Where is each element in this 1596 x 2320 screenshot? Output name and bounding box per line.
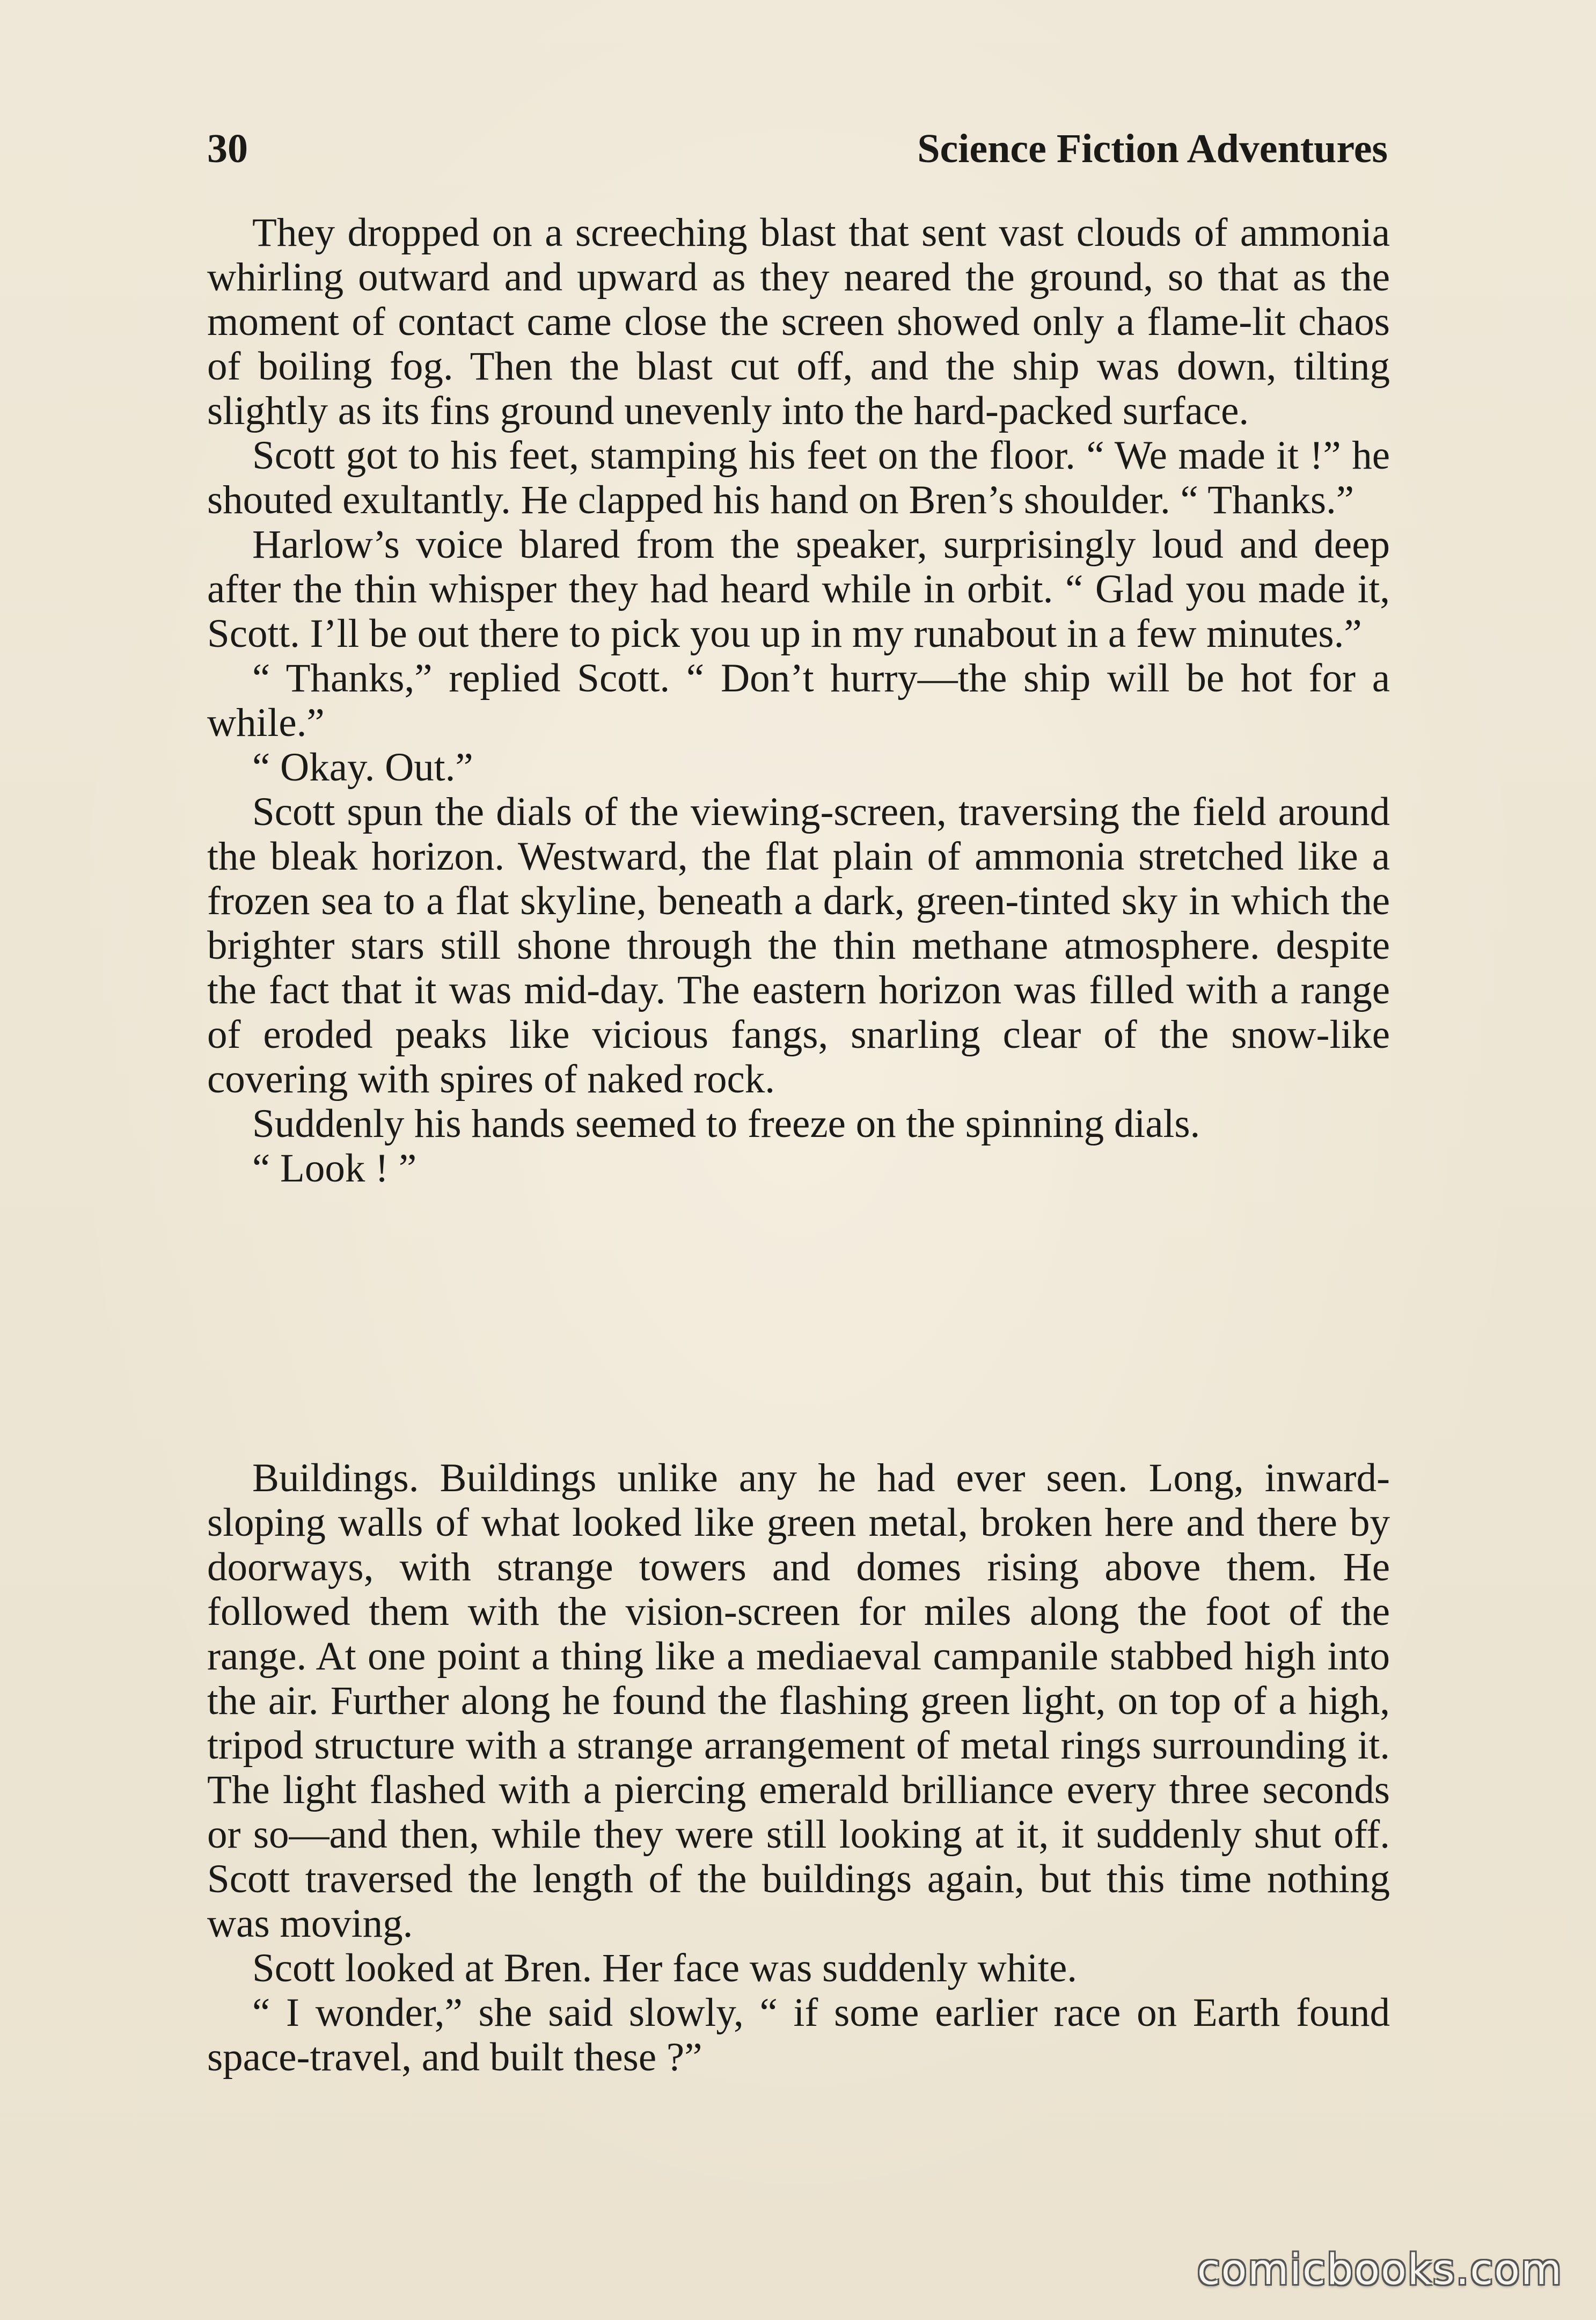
paragraph: Scott looked at Bren. Her face was suddenly white. bbox=[252, 1946, 1078, 1990]
paragraph: Scott got to his feet, stamping his feet on the floor. “ We made it !” he shouted exultantly. He clapped his hand on Bren’s shoulder. “ Thanks.” bbox=[207, 433, 1390, 522]
page-number: 30 bbox=[207, 126, 248, 171]
paragraph: They dropped on a screeching blast that sent vast clouds of ammonia whirling outward and upward as they neared the ground, so that as the moment of contact came close the screen showed only a flame-lit chaos of boiling fog. Then the blast cut off, and the ship was down, tilting slightly as its fins ground unevenly into the hard-packed surface. bbox=[207, 210, 1390, 433]
paragraph: “ Okay. Out.” bbox=[252, 745, 473, 790]
paragraph: “ Look ! ” bbox=[252, 1146, 417, 1191]
paragraph: Scott spun the dials of the viewing-screen, traversing the field around the bleak horizon. Westward, the flat plain of ammonia stretched like a frozen sea to a flat skyline, beneath a dark, green-tinted sky in which the brighter stars still shone through the thin methane atmosphere. despite the fact that it was mid-day. The eastern horizon was filled with a range of eroded peaks like vicious fangs, snarling clear of the snow-like covering with spires of naked rock. bbox=[207, 790, 1390, 1101]
paragraph: Buildings. Buildings unlike any he had ever seen. Long, inward-sloping walls of what looked like green metal, broken here and there by doorways, with strange towers and domes rising above them. He followed them with the vision-screen for miles along the foot of the range. At one point a thing like a mediaeval campanile stabbed high into the air. Further along he found the flashing green light, on top of a high, tripod structure with a strange arrangement of metal rings surrounding it. The light flashed with a piercing emerald brilliance every three seconds or so—and then, while they were still looking at it, it suddenly shut off. Scott traversed the length of the buildings again, but this time nothing was moving. bbox=[207, 1456, 1390, 1946]
paragraph: Harlow’s voice blared from the speaker, surprisingly loud and deep after the thin whisper they had heard while in orbit. “ Glad you made it, Scott. I’ll be out there to pick you up in my runabout in a few minutes.” bbox=[207, 522, 1390, 656]
paragraph: “ I wonder,” she said slowly, “ if some earlier race on Earth found space-travel, and built these ?” bbox=[207, 1990, 1390, 2080]
paragraph: “ Thanks,” replied Scott. “ Don’t hurry—the ship will be hot for a while.” bbox=[207, 656, 1390, 745]
watermark-logo: comicbooks.com bbox=[1197, 2246, 1563, 2294]
page-header bbox=[207, 119, 1388, 178]
text-block-after-break bbox=[207, 1456, 1390, 2080]
text-block-before-break bbox=[207, 210, 1390, 1191]
running-title: Science Fiction Adventures bbox=[917, 126, 1388, 171]
paragraph: Suddenly his hands seemed to freeze on the spinning dials. bbox=[252, 1101, 1200, 1146]
